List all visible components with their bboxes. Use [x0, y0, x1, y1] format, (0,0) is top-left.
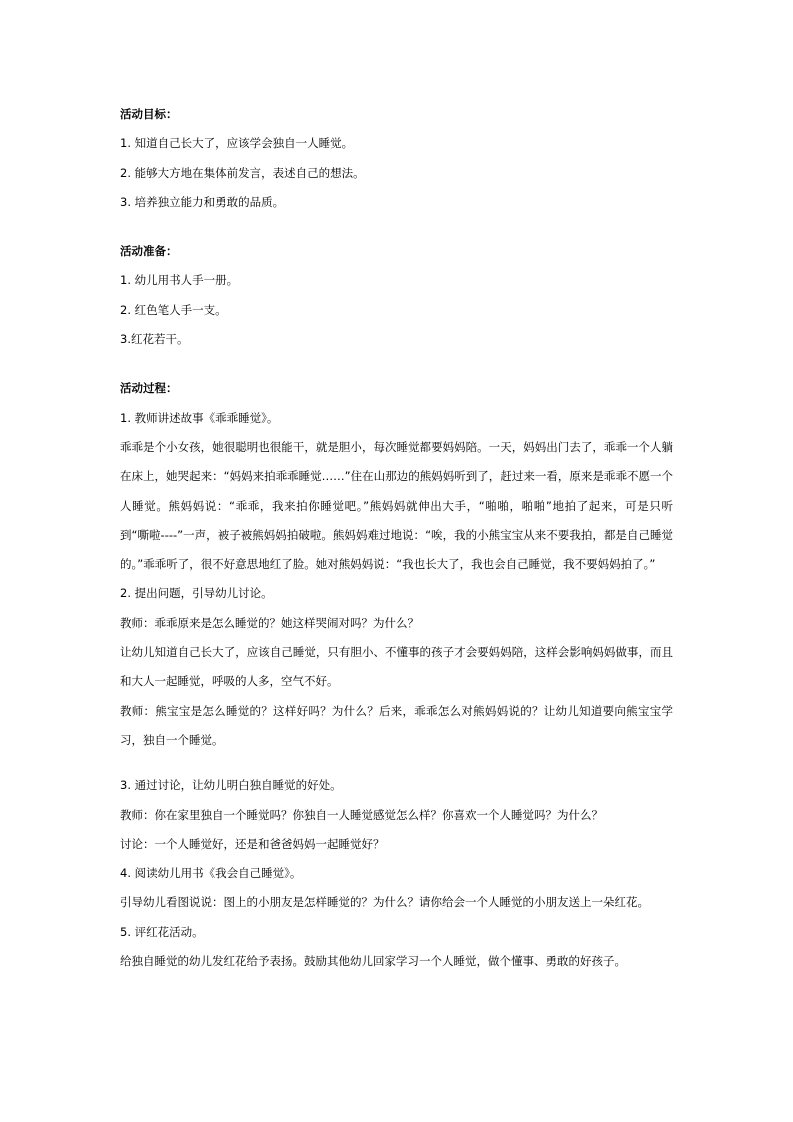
story-paragraph: 乖乖是个小女孩，她很聪明也很能干，就是胆小，每次睡觉都要妈妈陪。一天，妈妈出门去了，乖乖一个人躺在床上，她哭起来：“妈妈来拍乖乖睡觉……”住在山那边的熊妈妈听到了，赶过来一看，原来是乖乖不愿一个人睡觉。熊妈妈说：“乖乖，我来拍你睡觉吧。”熊妈妈就伸出大手，“啪啪，啪啪”地拍了起来，可是只听到“嘶啦----”一声，被子被熊妈妈拍破啦。熊妈妈难过地说：“唉，我的小熊宝宝从来不要我拍，都是自己睡觉的。”乖乖听了，很不好意思地红了脸。她对熊妈妈说：“我也长大了，我也会自己睡觉，我不要妈妈拍了。” [120, 439, 673, 572]
step-title: 3. 通过讨论，让幼儿明白独自睡觉的好处。 [120, 778, 342, 793]
closing-text: 给独自睡觉的幼儿发红花给予表扬。鼓励其他幼儿回家学习一个人睡觉，做个懂事、勇敢的好孩子。 [120, 954, 626, 969]
teacher-question: 教师：熊宝宝是怎么睡觉的？这样好吗？为什么？后来，乖乖怎么对熊妈妈说的？让幼儿知道要向熊宝宝学习，独自一个睡觉。 [120, 703, 673, 747]
discussion-text: 讨论：一个人睡觉好，还是和爸爸妈妈一起睡觉好？ [120, 836, 385, 851]
process-heading: 活动过程： [120, 381, 178, 396]
teacher-question: 教师：你在家里独自一个睡觉吗？你独自一人睡觉感觉怎么样？你喜欢一个人睡觉吗？为什么？ [120, 807, 603, 822]
step-title: 1. 教师讲述故事《乖乖睡觉》。 [120, 410, 279, 425]
preparation-heading: 活动准备： [120, 244, 178, 259]
step-title: 2. 提出问题，引导幼儿讨论。 [120, 586, 273, 601]
section-spacer [120, 354, 673, 374]
step-title: 4. 阅读幼儿用书《我会自己睡觉》。 [120, 866, 302, 881]
document-body [120, 100, 673, 976]
goal-item: 2. 能够大方地在集体前发言，表述自己的想法。 [120, 165, 365, 180]
goal-item: 3. 培养独立能力和勇敢的品质。 [120, 194, 285, 209]
preparation-item: 3.红花若干。 [120, 332, 189, 347]
goals-heading: 活动目标： [120, 107, 178, 121]
explanation-paragraph: 让幼儿知道自己长大了，应该自己睡觉，只有胆小、不懂事的孩子才会要妈妈陪，这样会影响妈妈做事，而且和大人一起睡觉，呼吸的人多，空气不好。 [120, 645, 673, 689]
step-title: 5. 评红花活动。 [120, 924, 204, 939]
section-spacer [120, 755, 673, 771]
goal-item: 1. 知道自己长大了，应该学会独自一人睡觉。 [120, 136, 354, 151]
guide-text: 引导幼儿看图说说：图上的小朋友是怎样睡觉的？为什么？请你给会一个人睡觉的小朋友送上一朵红花。 [120, 895, 649, 910]
section-spacer [120, 217, 673, 237]
teacher-question: 教师：乖乖原来是怎么睡觉的？她这样哭闹对吗？为什么？ [120, 615, 419, 630]
preparation-item: 1. 幼儿用书人手一册。 [120, 273, 239, 288]
preparation-item: 2. 红色笔人手一支。 [120, 302, 227, 317]
